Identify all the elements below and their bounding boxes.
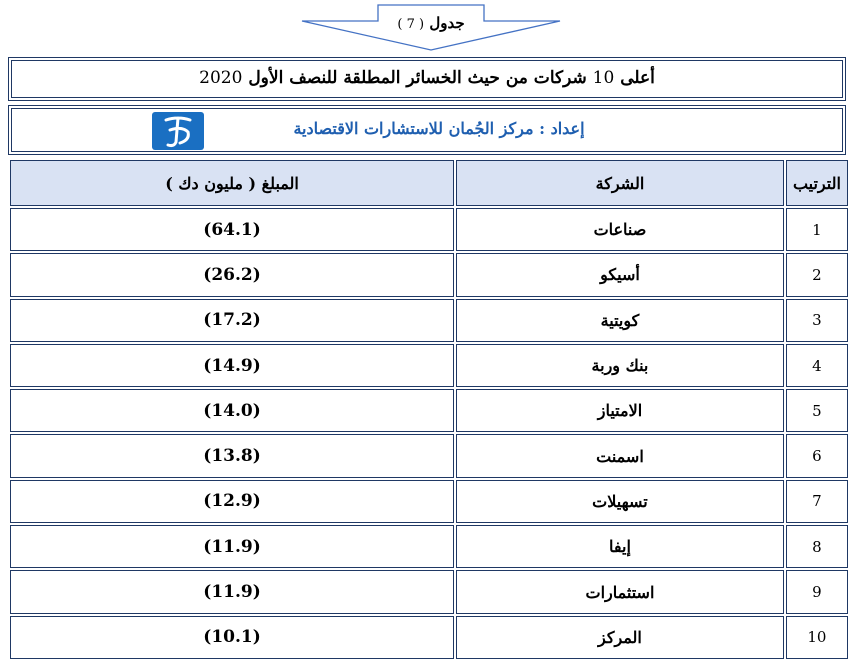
header-rank: الترتيب xyxy=(786,160,848,206)
source-credit: إعداد : مركز الجُمان للاستشارات الاقتصادية xyxy=(293,119,585,138)
table-number-arrow xyxy=(300,4,562,52)
table-number: ( 7 ) xyxy=(397,17,425,32)
rank-cell: 1 xyxy=(786,208,848,251)
header-company: الشركة xyxy=(456,160,784,206)
source-box xyxy=(8,105,846,155)
company-cell: بنك وربة xyxy=(456,344,784,387)
company-cell: إيفا xyxy=(456,525,784,568)
table-row xyxy=(10,299,848,342)
table-header-row xyxy=(10,160,848,206)
table-number-label xyxy=(300,14,562,32)
title-middle: شركات من حيث الخسائر المطلقة للنصف الأول xyxy=(248,68,587,88)
table-row xyxy=(10,208,848,251)
losses-table xyxy=(8,158,850,661)
amount-cell: (11.9) xyxy=(10,525,454,568)
table-row xyxy=(10,389,848,432)
company-cell: صناعات xyxy=(456,208,784,251)
company-cell: استثمارات xyxy=(456,570,784,613)
amount-cell: (10.1) xyxy=(10,616,454,659)
table-row xyxy=(10,616,848,659)
company-cell: اسمنت xyxy=(456,434,784,477)
amount-cell: (14.9) xyxy=(10,344,454,387)
jumaan-logo-icon xyxy=(152,112,204,150)
amount-cell: (17.2) xyxy=(10,299,454,342)
table-word: جدول xyxy=(429,14,465,32)
page-title xyxy=(9,68,845,88)
company-cell: المركز xyxy=(456,616,784,659)
table-row xyxy=(10,253,848,296)
rank-cell: 2 xyxy=(786,253,848,296)
company-cell: كويتية xyxy=(456,299,784,342)
title-count: 10 xyxy=(592,68,615,88)
rank-cell: 6 xyxy=(786,434,848,477)
rank-cell: 3 xyxy=(786,299,848,342)
company-cell: تسهيلات xyxy=(456,480,784,523)
rank-cell: 10 xyxy=(786,616,848,659)
amount-cell: (11.9) xyxy=(10,570,454,613)
company-cell: أسيكو xyxy=(456,253,784,296)
amount-cell: (13.8) xyxy=(10,434,454,477)
rank-cell: 5 xyxy=(786,389,848,432)
amount-cell: (26.2) xyxy=(10,253,454,296)
rank-cell: 9 xyxy=(786,570,848,613)
amount-cell: (14.0) xyxy=(10,389,454,432)
table-row xyxy=(10,344,848,387)
title-prefix: أعلى xyxy=(620,68,655,88)
amount-cell: (64.1) xyxy=(10,208,454,251)
title-box xyxy=(8,57,846,101)
table-row xyxy=(10,480,848,523)
amount-cell: (12.9) xyxy=(10,480,454,523)
table-row xyxy=(10,525,848,568)
header-amount: المبلغ ( مليون دك ) xyxy=(10,160,454,206)
rank-cell: 7 xyxy=(786,480,848,523)
company-cell: الامتياز xyxy=(456,389,784,432)
table-row xyxy=(10,434,848,477)
table-row xyxy=(10,570,848,613)
title-year: 2020 xyxy=(199,68,243,88)
rank-cell: 4 xyxy=(786,344,848,387)
rank-cell: 8 xyxy=(786,525,848,568)
